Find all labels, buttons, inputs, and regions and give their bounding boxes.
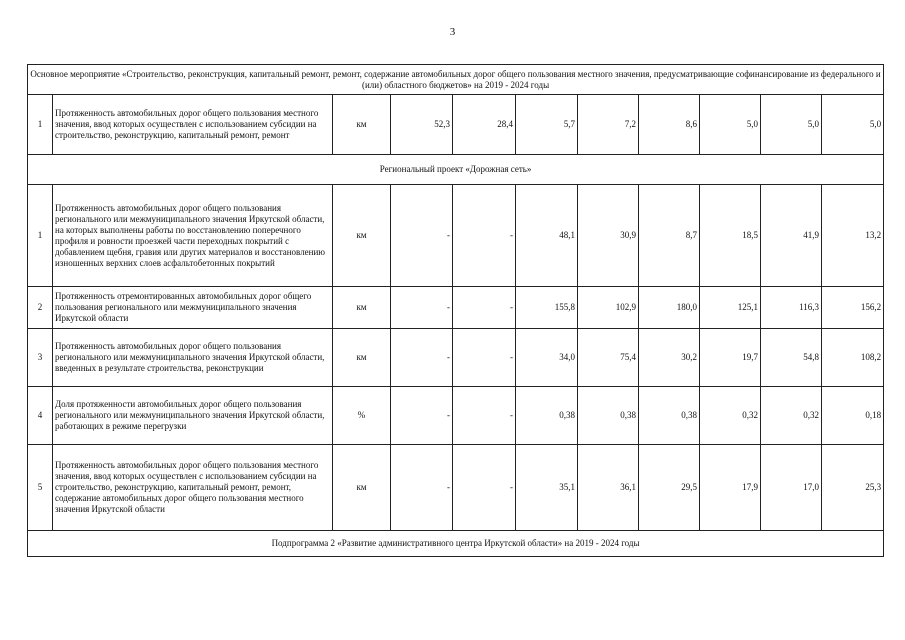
value-cell: 0,32 (761, 387, 822, 445)
table-row (28, 329, 884, 387)
value-cell: 5,0 (822, 95, 884, 155)
value-cell: 75,4 (578, 329, 639, 387)
page-number: 3 (449, 26, 456, 38)
value-cell: - (391, 287, 453, 329)
unit-cell: км (333, 287, 391, 329)
value-cell: 41,9 (761, 185, 822, 287)
value-cell: 19,7 (700, 329, 761, 387)
value-cell: 34,0 (516, 329, 578, 387)
value-cell: - (453, 329, 516, 387)
value-cell: 156,2 (822, 287, 884, 329)
value-cell: 48,1 (516, 185, 578, 287)
indicators-table (27, 64, 884, 557)
value-cell: - (453, 185, 516, 287)
value-cell: 35,1 (516, 445, 578, 531)
value-cell: 17,9 (700, 445, 761, 531)
value-cell: 30,9 (578, 185, 639, 287)
value-cell: - (453, 287, 516, 329)
unit-cell: км (333, 95, 391, 155)
value-cell: 0,38 (639, 387, 700, 445)
subprogram-title: Подпрограмма 2 «Развитие административного центра Иркутской области» на 2019 - 2024 годы (28, 531, 884, 557)
value-cell: 54,8 (761, 329, 822, 387)
section-header-row (28, 65, 884, 95)
value-cell: 8,6 (639, 95, 700, 155)
table-row (28, 185, 884, 287)
value-cell: - (453, 387, 516, 445)
indicator-name: Протяженность автомобильных дорог общего пользования местного значения, ввод которых осуществлен с использованием субсидии на строительство, реконструкцию, капитальный ремонт, ремонт (53, 95, 333, 155)
unit-cell: км (333, 445, 391, 531)
value-cell: - (391, 329, 453, 387)
table-row (28, 445, 884, 531)
value-cell: 180,0 (639, 287, 700, 329)
unit-cell: км (333, 185, 391, 287)
value-cell: 7,2 (578, 95, 639, 155)
row-number: 4 (28, 387, 53, 445)
section-title: Региональный проект «Дорожная сеть» (28, 155, 884, 185)
row-number: 1 (28, 95, 53, 155)
table-row (28, 287, 884, 329)
unit-cell: % (333, 387, 391, 445)
row-number: 5 (28, 445, 53, 531)
value-cell: 5,0 (700, 95, 761, 155)
table-row (28, 387, 884, 445)
value-cell: 5,7 (516, 95, 578, 155)
value-cell: - (391, 445, 453, 531)
subprogram-row (28, 531, 884, 557)
indicator-name: Протяженность автомобильных дорог общего пользования местного значения, ввод которых осуществлен с использованием субсидии на строительство, реконструкцию, капитальный ремонт, ремонт, содержание автомобильных дорог общего пользования местного значения Иркутской области (53, 445, 333, 531)
value-cell: - (391, 387, 453, 445)
section-title: Основное мероприятие «Строительство, реконструкция, капитальный ремонт, ремонт, содержание автомобильных дорог общего пользования местного значения, предусматривающие софинансирование из федерального и (или) областного бюджетов» на 2019 - 2024 годы (28, 65, 884, 95)
indicator-name: Протяженность автомобильных дорог общего пользования регионального или межмуниципального значения Иркутской области, на которых выполнены работы по восстановлению поперечного профиля и ровности проезжей части переходных покрытий с добавлением щебня, гравия или других материалов и восстановлению изношенных верхних слоев асфальтобетонных покрытий (53, 185, 333, 287)
value-cell: 29,5 (639, 445, 700, 531)
value-cell: 0,32 (700, 387, 761, 445)
value-cell: - (391, 185, 453, 287)
value-cell: 5,0 (761, 95, 822, 155)
value-cell: 125,1 (700, 287, 761, 329)
value-cell: 30,2 (639, 329, 700, 387)
value-cell: - (453, 445, 516, 531)
value-cell: 116,3 (761, 287, 822, 329)
indicator-name: Протяженность отремонтированных автомобильных дорог общего пользования регионального или межмуниципального значения Иркутской области (53, 287, 333, 329)
value-cell: 155,8 (516, 287, 578, 329)
indicator-name: Доля протяженности автомобильных дорог общего пользования регионального или межмуниципального значения Иркутской области, работающих в режиме перегрузки (53, 387, 333, 445)
value-cell: 52,3 (391, 95, 453, 155)
value-cell: 36,1 (578, 445, 639, 531)
value-cell: 0,38 (516, 387, 578, 445)
table-row (28, 95, 884, 155)
value-cell: 13,2 (822, 185, 884, 287)
value-cell: 17,0 (761, 445, 822, 531)
value-cell: 8,7 (639, 185, 700, 287)
row-number: 3 (28, 329, 53, 387)
value-cell: 25,3 (822, 445, 884, 531)
value-cell: 18,5 (700, 185, 761, 287)
indicator-name: Протяженность автомобильных дорог общего пользования регионального или межмуниципального значения Иркутской области, введенных в результате строительства, реконструкции (53, 329, 333, 387)
row-number: 2 (28, 287, 53, 329)
value-cell: 28,4 (453, 95, 516, 155)
value-cell: 108,2 (822, 329, 884, 387)
value-cell: 0,38 (578, 387, 639, 445)
row-number: 1 (28, 185, 53, 287)
value-cell: 0,18 (822, 387, 884, 445)
value-cell: 102,9 (578, 287, 639, 329)
section-header-row (28, 155, 884, 185)
unit-cell: км (333, 329, 391, 387)
